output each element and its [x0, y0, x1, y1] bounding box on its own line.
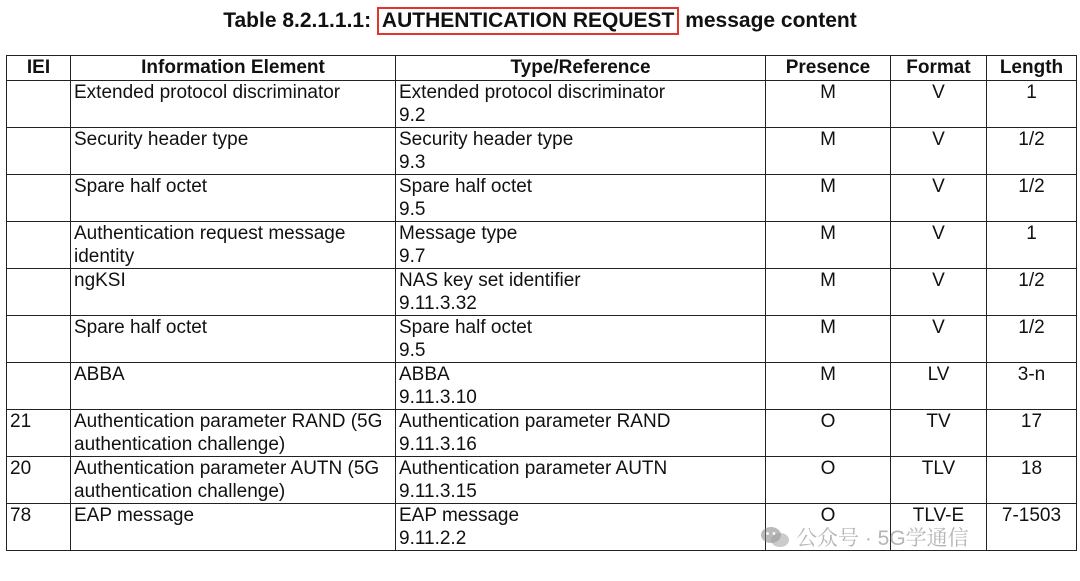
title-suffix: message content [679, 9, 857, 32]
information-element-cell: Extended protocol discriminator [71, 81, 396, 128]
format-cell: TV [891, 410, 987, 457]
type-name: Spare half octet [399, 176, 533, 197]
table-header-row [7, 56, 1077, 81]
information-element-cell: Authentication parameter AUTN (5G authentication challenge) [71, 457, 396, 504]
type-name: NAS key set identifier [399, 270, 581, 291]
iei-cell: 21 [7, 410, 71, 457]
iei-cell [7, 269, 71, 316]
table-row [7, 128, 1077, 175]
type-reference-cell [396, 457, 766, 504]
length-cell: 3-n [987, 363, 1077, 410]
format-cell: V [891, 128, 987, 175]
length-cell: 1 [987, 81, 1077, 128]
presence-cell: M [766, 316, 891, 363]
reference-clause: 9.11.3.10 [399, 387, 477, 408]
iei-cell [7, 81, 71, 128]
format-cell: LV [891, 363, 987, 410]
type-reference-cell [396, 316, 766, 363]
information-element-cell: ABBA [71, 363, 396, 410]
presence-cell: M [766, 175, 891, 222]
type-name: Message type [399, 223, 518, 244]
table-row [7, 175, 1077, 222]
table-row [7, 269, 1077, 316]
table-row [7, 410, 1077, 457]
information-element-cell: Spare half octet [71, 316, 396, 363]
reference-clause: 9.7 [399, 246, 426, 267]
type-reference-cell [396, 222, 766, 269]
length-cell: 17 [987, 410, 1077, 457]
length-cell: 7-1503 [987, 504, 1077, 551]
presence-cell: O [766, 410, 891, 457]
type-name: EAP message [399, 505, 520, 526]
format-cell: V [891, 175, 987, 222]
length-cell: 1/2 [987, 175, 1077, 222]
type-name: Extended protocol discriminator [399, 82, 666, 103]
format-cell: V [891, 81, 987, 128]
type-name: Authentication parameter AUTN [399, 458, 668, 479]
reference-clause: 9.11.3.15 [399, 481, 477, 502]
length-cell: 1/2 [987, 269, 1077, 316]
iei-cell [7, 222, 71, 269]
header-information-element: Information Element [71, 56, 396, 81]
length-cell: 1 [987, 222, 1077, 269]
header-type-reference: Type/Reference [396, 56, 766, 81]
information-element-cell: Authentication parameter RAND (5G authentication challenge) [71, 410, 396, 457]
presence-cell: M [766, 269, 891, 316]
iei-cell: 20 [7, 457, 71, 504]
table-row [7, 457, 1077, 504]
presence-cell: M [766, 363, 891, 410]
type-reference-cell [396, 504, 766, 551]
format-cell: TLV-E [891, 504, 987, 551]
format-cell: V [891, 269, 987, 316]
header-iei: IEI [7, 56, 71, 81]
information-element-cell: Security header type [71, 128, 396, 175]
reference-clause: 9.3 [399, 152, 426, 173]
watermark-text: 公众号 · 5G学通信 [796, 527, 969, 550]
message-content-table [6, 55, 1077, 551]
iei-cell [7, 363, 71, 410]
title-highlight: AUTHENTICATION REQUEST [377, 7, 679, 35]
length-cell: 1/2 [987, 316, 1077, 363]
type-reference-cell [396, 410, 766, 457]
reference-clause: 9.5 [399, 199, 426, 220]
type-reference-cell [396, 81, 766, 128]
table-row [7, 316, 1077, 363]
iei-cell [7, 175, 71, 222]
title-prefix: Table 8.2.1.1.1: [223, 9, 377, 32]
presence-cell: M [766, 128, 891, 175]
reference-clause: 9.2 [399, 105, 426, 126]
length-cell: 18 [987, 457, 1077, 504]
type-name: Authentication parameter RAND [399, 411, 671, 432]
reference-clause: 9.11.3.16 [399, 434, 477, 455]
table-title [0, 6, 1080, 36]
information-element-cell: ngKSI [71, 269, 396, 316]
information-element-cell: Authentication request message identity [71, 222, 396, 269]
format-cell: TLV [891, 457, 987, 504]
iei-cell [7, 316, 71, 363]
type-reference-cell [396, 128, 766, 175]
type-name: Spare half octet [399, 317, 533, 338]
reference-clause: 9.11.3.32 [399, 293, 477, 314]
information-element-cell: EAP message [71, 504, 396, 551]
type-reference-cell [396, 175, 766, 222]
reference-clause: 9.5 [399, 340, 426, 361]
presence-cell: M [766, 222, 891, 269]
format-cell: V [891, 222, 987, 269]
presence-cell: M [766, 81, 891, 128]
length-cell: 1/2 [987, 128, 1077, 175]
type-name: ABBA [399, 364, 450, 385]
type-name: Security header type [399, 129, 574, 150]
iei-cell [7, 128, 71, 175]
header-format: Format [891, 56, 987, 81]
presence-cell: O [766, 457, 891, 504]
table-row [7, 363, 1077, 410]
iei-cell: 78 [7, 504, 71, 551]
reference-clause: 9.11.2.2 [399, 528, 467, 549]
information-element-cell: Spare half octet [71, 175, 396, 222]
header-length: Length [987, 56, 1077, 81]
table-row [7, 504, 1077, 551]
table-row [7, 81, 1077, 128]
type-reference-cell [396, 269, 766, 316]
header-presence: Presence [766, 56, 891, 81]
presence-cell: O [766, 504, 891, 551]
type-reference-cell [396, 363, 766, 410]
format-cell: V [891, 316, 987, 363]
table-row [7, 222, 1077, 269]
